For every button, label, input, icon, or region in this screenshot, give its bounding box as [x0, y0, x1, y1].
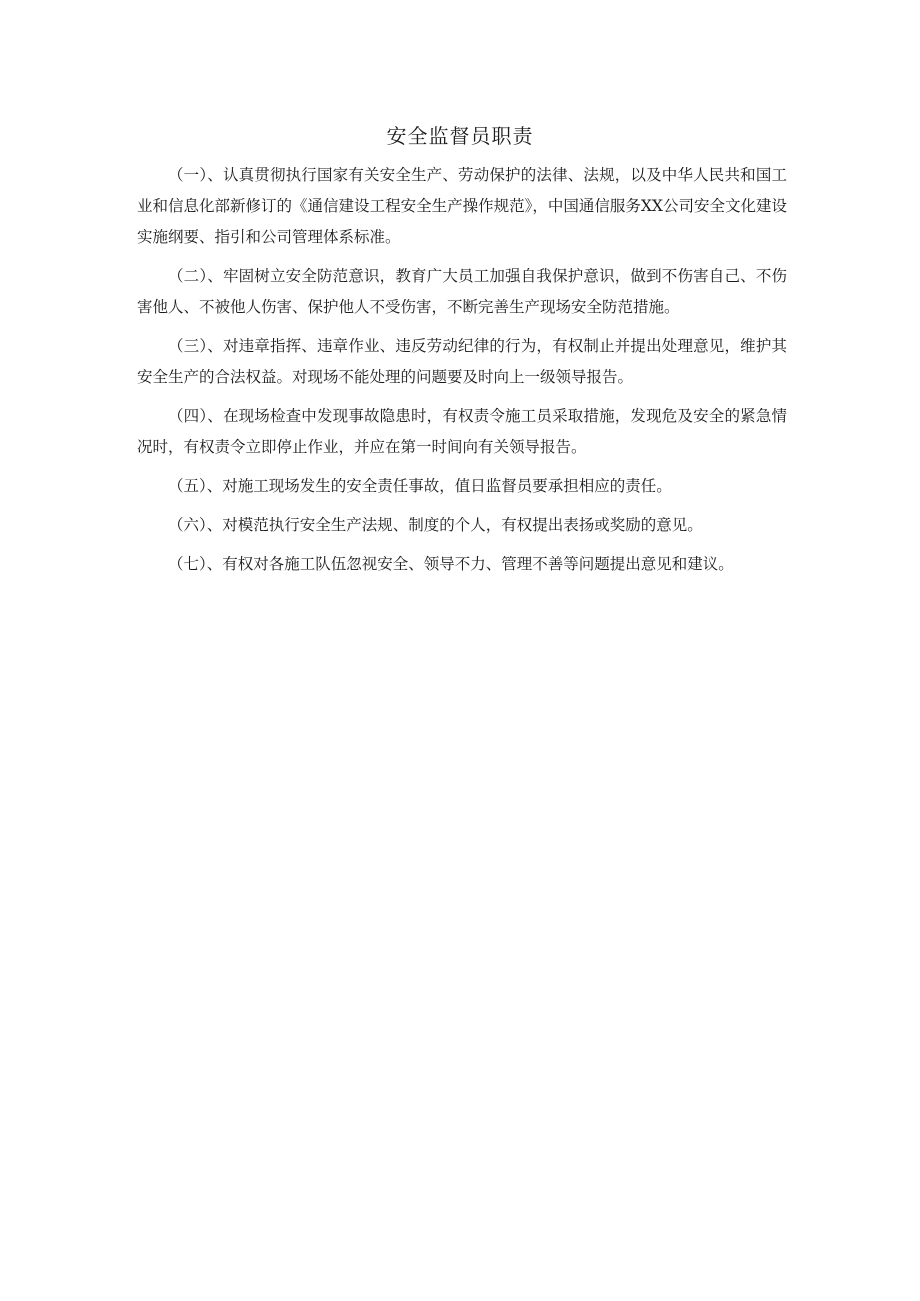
paragraph-2: （二）、牢固树立安全防范意识，教育广大员工加强自我保护意识，做到不伤害自己、不伤害他人、不被他人伤害、保护他人不受伤害，不断完善生产现场安全防范措施。	[137, 267, 787, 316]
paragraph-7: （七）、有权对各施工队伍忽视安全、领导不力、管理不善等问题提出意见和建议。	[168, 555, 734, 573]
document-body	[137, 160, 787, 588]
paragraph-6: （六）、对模范执行安全生产法规、制度的个人，有权提出表扬或奖励的意见。	[168, 516, 703, 534]
paragraph-4: （四）、在现场检查中发现事故隐患时，有权责令施工员采取措施，发现危及安全的紧急情况时，有权责令立即停止作业，并应在第一时间向有关领导报告。	[137, 407, 787, 456]
paragraph-5: （五）、对施工现场发生的安全责任事故，值日监督员要承担相应的责任。	[168, 477, 672, 495]
paragraph-3: （三）、对违章指挥、违章作业、违反劳动纪律的行为，有权制止并提出处理意见，维护其安全生产的合法权益。对现场不能处理的问题要及时向上一级领导报告。	[137, 337, 787, 386]
paragraph-1: （一）、认真贯彻执行国家有关安全生产、劳动保护的法律、法规，以及中华人民共和国工业和信息化部新修订的《通信建设工程安全生产操作规范》，中国通信服务XX公司安全文化建设实施纲要、指引和公司管理体系标准。	[137, 166, 787, 246]
document-title: 安全监督员职责	[386, 124, 534, 148]
